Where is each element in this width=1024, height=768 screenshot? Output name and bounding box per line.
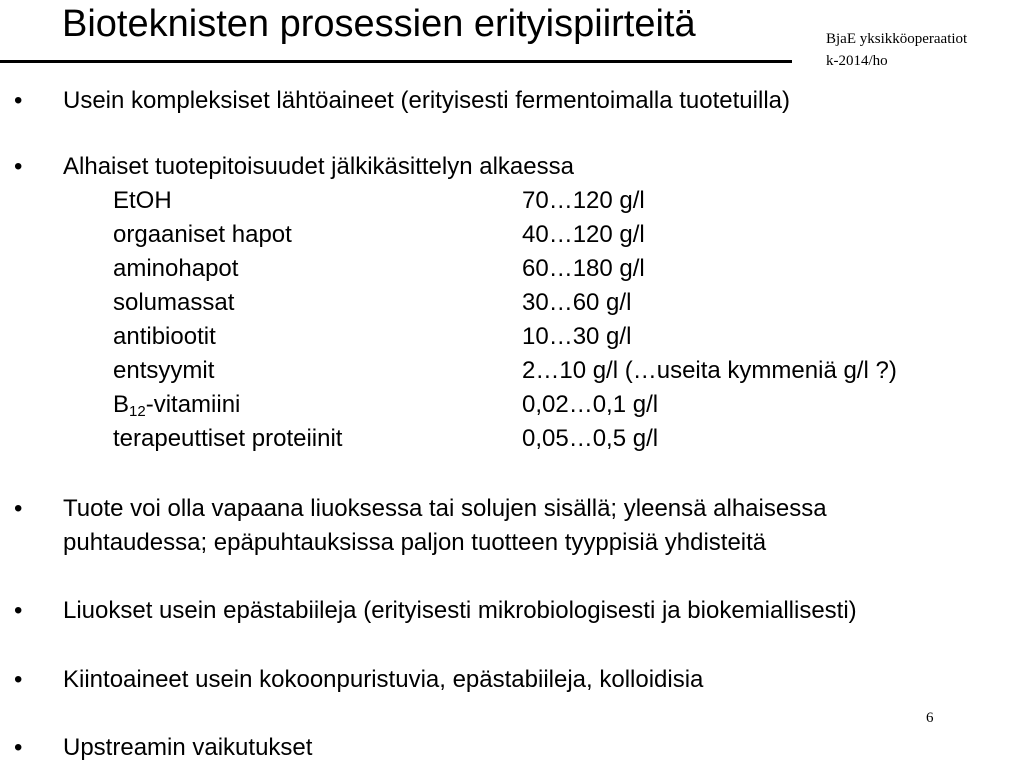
bullet-text-line2: puhtaudessa; epäpuhtauksissa paljon tuotteen tyyppisiä yhdisteitä <box>63 529 767 556</box>
course-name: BjaE yksikköoperaatiot <box>826 31 968 47</box>
bullet-text-line1: Tuote voi olla vapaana liuoksessa tai solujen sisällä; yleensä alhaisessa <box>63 495 827 522</box>
course-term: k-2014/ho <box>826 53 888 69</box>
concentration-label: entsyymit <box>113 357 215 384</box>
concentration-label-b12 <box>113 388 240 422</box>
label-main: B <box>113 391 130 418</box>
concentration-value: 2…10 g/l (…useita kymmeniä g/l ?) <box>522 357 897 384</box>
concentration-value: 40…120 g/l <box>522 221 645 248</box>
bullet-marker: • <box>14 495 23 522</box>
concentration-value: 30…60 g/l <box>522 289 632 316</box>
concentration-value: 10…30 g/l <box>522 323 632 350</box>
bullet-text: Usein kompleksiset lähtöaineet (erityisesti fermentoimalla tuotetuilla) <box>63 87 790 114</box>
concentration-value: 0,05…0,5 g/l <box>522 425 659 452</box>
label-rest: -vitamiini <box>145 391 241 418</box>
bullet-text: Liuokset usein epästabiileja (erityisesti mikrobiologisesti ja biokemiallisesti) <box>63 597 857 624</box>
concentration-value: 60…180 g/l <box>522 255 645 282</box>
concentration-label: orgaaniset hapot <box>113 221 292 248</box>
course-label <box>826 28 967 72</box>
concentration-value: 70…120 g/l <box>522 187 645 214</box>
label-subscript: 12 <box>129 403 146 420</box>
bullet-text: Upstreamin vaikutukset <box>63 734 313 761</box>
concentration-label: EtOH <box>113 187 172 214</box>
bullet-marker: • <box>14 734 23 761</box>
bullet-marker: • <box>14 666 23 693</box>
bullet-marker: • <box>14 87 23 114</box>
bullet-marker: • <box>14 153 23 180</box>
page-number: 6 <box>926 710 934 726</box>
concentration-value: 0,02…0,1 g/l <box>522 391 659 418</box>
concentration-label: solumassat <box>113 289 235 316</box>
concentration-label: antibiootit <box>113 323 216 350</box>
bullet-marker: • <box>14 597 23 624</box>
concentration-label: aminohapot <box>113 255 239 282</box>
bullet-text: Kiintoaineet usein kokoonpuristuvia, epästabiileja, kolloidisia <box>63 666 704 693</box>
title-underline <box>0 60 792 63</box>
bullet-text: Alhaiset tuotepitoisuudet jälkikäsittelyn alkaessa <box>63 153 574 180</box>
concentration-label: terapeuttiset proteiinit <box>113 425 343 452</box>
slide-title: Bioteknisten prosessien erityispiirteitä <box>62 3 696 45</box>
